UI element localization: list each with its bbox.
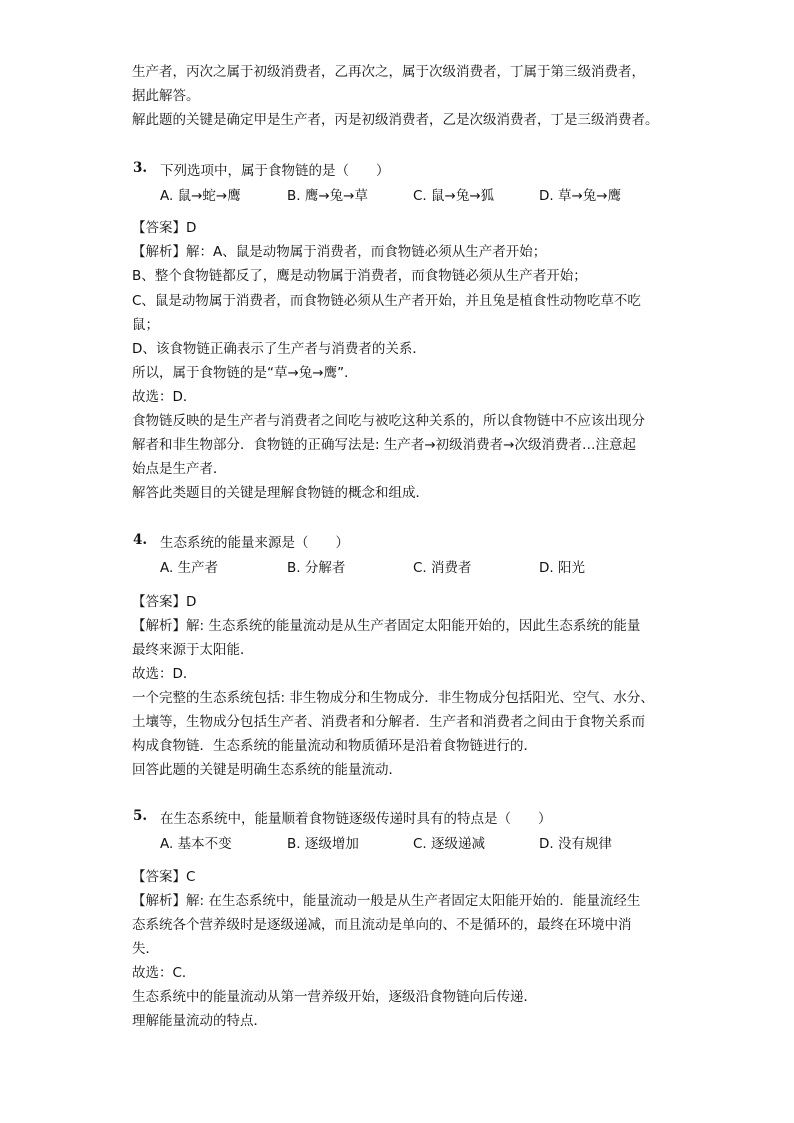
question-3-analysis-line: 鼠； bbox=[132, 317, 159, 333]
question-4-option-d: D. 阳光 bbox=[539, 560, 585, 576]
question-3-analysis-line: 解答此类题目的关键是理解食物链的概念和组成． bbox=[132, 485, 429, 501]
question-5-option-c: C. 逐级递减 bbox=[413, 836, 486, 852]
question-5-analysis-line: 理解能量流动的特点． bbox=[132, 1013, 267, 1029]
question-5-text: 在生态系统中，能量顺着食物链逐级传递时具有的特点是（ ） bbox=[160, 811, 552, 827]
question-3-analysis-line: 解者和非生物部分．食物链的正确写法是: 生产者→初级消费者→次级消费者…注意起 bbox=[132, 437, 636, 453]
question-4-analysis-line: 回答此题的关键是明确生态系统的能量流动． bbox=[132, 762, 402, 778]
question-3-number: 3. bbox=[133, 160, 148, 176]
question-3-analysis-line: 食物链反映的是生产者与消费者之间吃与被吃这种关系的，所以食物链中不应该出现分 bbox=[132, 413, 645, 429]
question-3-option-b: B. 鹰→兔→草 bbox=[287, 188, 368, 204]
question-4-option-a: A. 生产者 bbox=[160, 560, 219, 576]
question-4-analysis-line: 【解析】解: 生态系统的能量流动是从生产者固定太阳能开始的，因此生态系统的能量 bbox=[132, 618, 641, 634]
question-3-analysis-line: 故选：D． bbox=[132, 389, 197, 405]
question-5-analysis-line: 【解析】解: 在生态系统中，能量流动一般是从生产者固定太阳能开始的．能量流经生 bbox=[132, 893, 641, 909]
question-4-number: 4. bbox=[133, 532, 148, 548]
question-4-answer: 【答案】D bbox=[132, 594, 197, 610]
question-5-answer: 【答案】C bbox=[132, 869, 196, 885]
intro-line-1: 生产者，丙次之属于初级消费者，乙再次之，属于次级消费者，丁属于第三级消费者， bbox=[132, 64, 645, 80]
question-3-answer: 【答案】D bbox=[132, 220, 197, 236]
intro-line-2: 据此解答。 bbox=[132, 88, 200, 104]
question-5-analysis-line: 故选：C． bbox=[132, 965, 196, 981]
question-4-analysis-line: 最终来源于太阳能． bbox=[132, 642, 254, 658]
question-4-text: 生态系统的能量来源是（ ） bbox=[160, 535, 349, 551]
intro-line-3: 解此题的关键是确定甲是生产者，丙是初级消费者，乙是次级消费者，丁是三级消费者。 bbox=[132, 112, 659, 128]
question-4-analysis-line: 一个完整的生态系统包括: 非生物成分和生物成分．非生物成分包括阳光、空气、水分、 bbox=[132, 690, 654, 706]
question-4-option-c: C. 消费者 bbox=[413, 560, 472, 576]
question-5-analysis-line: 生态系统中的能量流动从第一营养级开始，逐级沿食物链向后传递． bbox=[132, 989, 537, 1005]
question-4-analysis-line: 构成食物链．生态系统的能量流动和物质循环是沿着食物链进行的． bbox=[132, 738, 537, 754]
question-3-option-d: D. 草→兔→鹰 bbox=[539, 188, 622, 204]
question-3-analysis-line: C、鼠是动物属于消费者，而食物链必须从生产者开始，并且兔是植食性动物吃草不吃 bbox=[132, 293, 641, 309]
question-4-analysis-line: 土壤等，生物成分包括生产者、消费者和分解者．生产者和消费者之间由于食物关系而 bbox=[132, 714, 645, 730]
question-5-option-d: D. 没有规律 bbox=[539, 836, 612, 852]
question-3-option-a: A. 鼠→蛇→鹰 bbox=[160, 188, 241, 204]
question-3-analysis-line: 所以，属于食物链的是“草→兔→鹰”． bbox=[132, 365, 358, 381]
question-5-number: 5. bbox=[133, 808, 148, 824]
question-3-analysis-line: 始点是生产者． bbox=[132, 461, 227, 477]
question-3-analysis-line: 【解析】解：A、鼠是动物属于消费者，而食物链必须从生产者开始； bbox=[132, 244, 547, 260]
question-3-analysis-line: D、该食物链正确表示了生产者与消费者的关系． bbox=[132, 341, 426, 357]
question-4-option-b: B. 分解者 bbox=[287, 560, 346, 576]
question-5-analysis-line: 失． bbox=[132, 941, 159, 957]
question-5-option-a: A. 基本不变 bbox=[160, 836, 232, 852]
question-4-analysis-line: 故选：D． bbox=[132, 666, 197, 682]
question-3-analysis-line: B、整个食物链都反了，鹰是动物属于消费者，而食物链必须从生产者开始； bbox=[132, 268, 587, 284]
question-3-option-c: C. 鼠→兔→狐 bbox=[413, 188, 495, 204]
question-5-option-b: B. 逐级增加 bbox=[287, 836, 359, 852]
question-5-analysis-line: 态系统各个营养级时是逐级递减，而且流动是单向的、不是循环的，最终在环境中消 bbox=[132, 917, 632, 933]
question-3-text: 下列选项中，属于食物链的是（ ） bbox=[160, 163, 390, 179]
